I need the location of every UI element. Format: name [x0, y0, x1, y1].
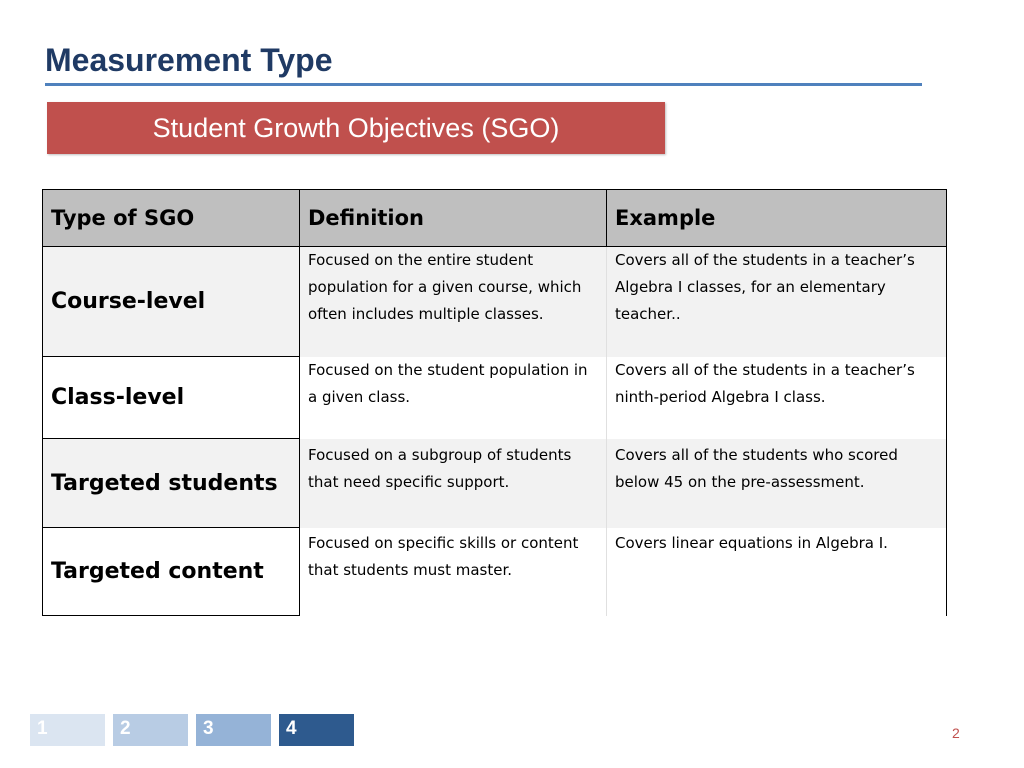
row-definition: Focused on the student population in a given class. [300, 357, 607, 439]
row-definition: Focused on specific skills or content that students must master. [300, 528, 607, 616]
nav-item-4-active[interactable]: 4 [279, 714, 354, 746]
page-number: 2 [952, 725, 960, 741]
row-definition: Focused on the entire student population for a given course, which often includes multiple classes. [300, 247, 607, 357]
sgo-table [42, 189, 947, 616]
header-example: Example [607, 190, 947, 247]
row-type: Targeted content [43, 528, 300, 616]
title-underline [45, 83, 922, 86]
nav-item-1[interactable]: 1 [30, 714, 105, 746]
table-row [43, 528, 947, 616]
row-type: Course-level [43, 247, 300, 357]
row-type: Class-level [43, 357, 300, 439]
header-definition: Definition [300, 190, 607, 247]
table-header-row [43, 190, 947, 247]
slide-title: Measurement Type [45, 42, 333, 78]
header-type: Type of SGO [43, 190, 300, 247]
table-row [43, 247, 947, 357]
row-definition: Focused on a subgroup of students that need specific support. [300, 439, 607, 528]
row-example: Covers all of the students who scored below 45 on the pre-assessment. [607, 439, 947, 528]
row-example: Covers all of the students in a teacher’s ninth-period Algebra I class. [607, 357, 947, 439]
row-type: Targeted students [43, 439, 300, 528]
section-banner: Student Growth Objectives (SGO) [47, 102, 665, 154]
nav-item-3[interactable]: 3 [196, 714, 271, 746]
slide-nav [30, 714, 362, 746]
row-example: Covers linear equations in Algebra I. [607, 528, 947, 616]
table-row [43, 439, 947, 528]
table-row [43, 357, 947, 439]
nav-item-2[interactable]: 2 [113, 714, 188, 746]
row-example: Covers all of the students in a teacher’s Algebra I classes, for an elementary teacher.. [607, 247, 947, 357]
